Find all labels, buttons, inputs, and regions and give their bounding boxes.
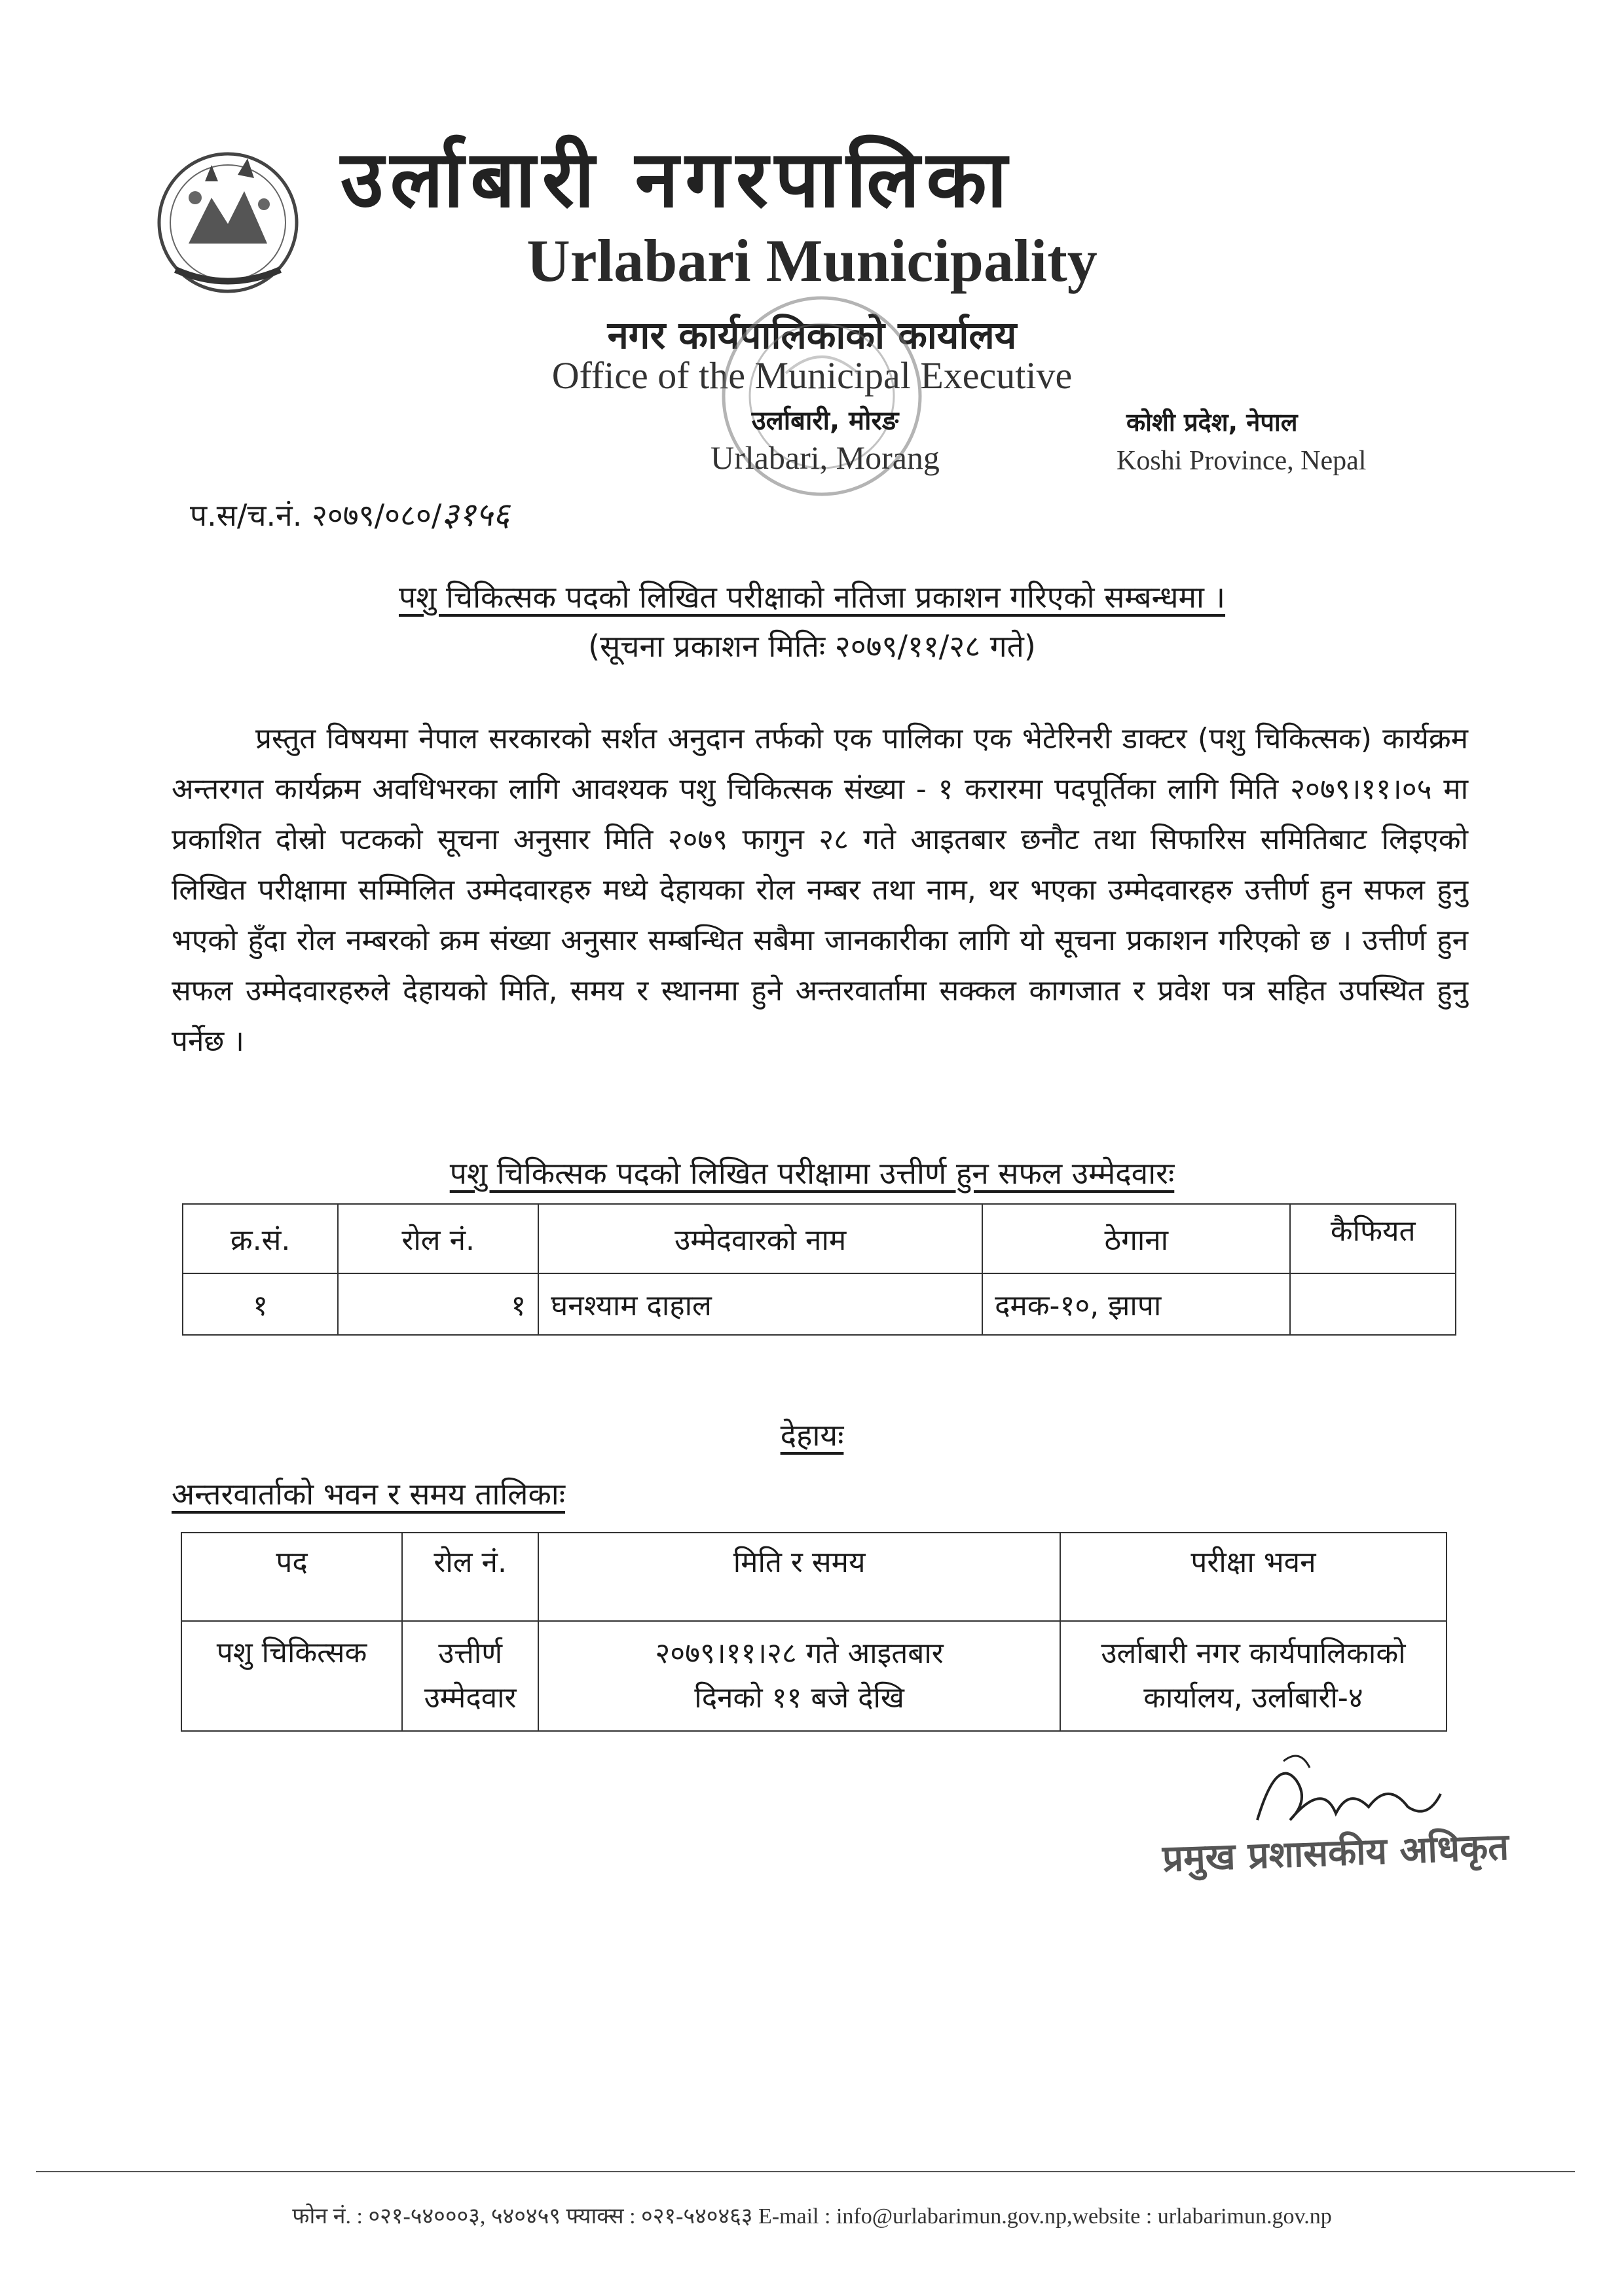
results-table-title <box>0 1152 1624 1193</box>
municipality-title-np: उर्लाबारी नगरपालिका <box>341 134 1014 225</box>
col-post: पद <box>181 1533 402 1621</box>
table-row <box>181 1621 1447 1731</box>
results-table-title-text: पशु चिकित्सक पदको लिखित परीक्षामा उत्तीर्ण हुन सफल उम्मेदवारः <box>449 1156 1175 1191</box>
reference-handwritten: ३१५६ <box>441 496 510 534</box>
col-datetime: मिति र समय <box>538 1533 1060 1621</box>
publication-date: (सूचना प्रकाशन मितिः २०७९/११/२८ गते) <box>588 629 1036 664</box>
office-title-en: Office of the Municipal Executive <box>551 354 1073 397</box>
cell-venue-line2: कार्यालय, उर्लाबारी-४ <box>1143 1681 1363 1715</box>
cell-roll-line2: उम्मेदवार <box>424 1681 517 1715</box>
cell-datetime-line2: दिनको ११ बजे देखि <box>694 1681 904 1715</box>
interview-table-title-text: अन्तरवार्ताको भवन र समय तालिकाः <box>172 1476 566 1512</box>
results-table <box>182 1203 1456 1336</box>
col-roll: रोल नं. <box>402 1533 538 1621</box>
notice-subject-text: पशु चिकित्सक पदको लिखित परीक्षाको नतिजा प्रकाशन गरिएको सम्बन्धमा । <box>398 579 1226 615</box>
cell-roll <box>402 1621 538 1731</box>
cell-venue-line1: उर्लाबारी नगर कार्यपालिकाको <box>1101 1637 1406 1670</box>
signatory-title: प्रमुख प्रशासकीय अधिकृत <box>1162 1825 1510 1881</box>
footer-divider <box>36 2171 1575 2172</box>
cell-roll: १ <box>338 1273 538 1335</box>
cell-datetime <box>538 1621 1060 1731</box>
col-roll: रोल नं. <box>338 1204 538 1273</box>
notice-body: प्रस्तुत विषयमा नेपाल सरकारको सर्शत अनुदान तर्फको एक पालिका एक भेटेरिनरी डाक्टर (पशु चिकित्सक) कार्यक्रम अन्तरगत कार्यक्रम अवधिभरका लागि आवश्यक पशु चिकित्सक संख्या - १ करारमा पदपूर्तिका लागि मिति २०७९।११।०५ मा प्रकाशित दोस्रो पटकको सूचना अनुसार मिति २०७९ फागुन २८ गते आइतबार छनौट तथा सिफारिस समितिबाट लिइएको लिखित परीक्षामा सम्मिलित उम्मेदवारहरु मध्ये देहायका रोल नम्बर तथा नाम, थर भएका उम्मेदवारहरु उत्तीर्ण हुन सफल हुनु भएको हुँदा रोल नम्बरको क्रम संख्या अनुसार सम्बन्धित सबैमा जानकारीका लागि यो सूचना प्रकाशन गरिएको छ । उत्तीर्ण हुन सफल उम्मेदवारहरुले देहायको मिति, समय र स्थानमा हुने अन्तरवार्तामा सक्कल कागजात र प्रवेश पत्र सहित उपस्थित हुनु पर्नेछ । <box>172 722 1468 1058</box>
notice-subject <box>0 576 1624 617</box>
col-remarks: कैफियत <box>1290 1204 1456 1273</box>
office-title-np: नगर कार्यपालिकाको कार्यालय <box>607 313 1017 357</box>
cell-remarks <box>1290 1273 1456 1335</box>
cell-post: पशु चिकित्सक <box>181 1621 402 1731</box>
cell-sn: १ <box>183 1273 338 1335</box>
address-np: उर्लाबारी, मोरङ <box>751 406 899 436</box>
interview-table-header <box>181 1533 1447 1621</box>
table-row <box>183 1273 1456 1335</box>
municipality-title-en: Urlabari Municipality <box>526 227 1098 294</box>
province-en: Koshi Province, Nepal <box>1116 446 1367 476</box>
interview-table-title <box>172 1473 565 1514</box>
cell-venue <box>1060 1621 1447 1731</box>
dehay-heading <box>0 1414 1624 1455</box>
col-venue: परीक्षा भवन <box>1060 1533 1447 1621</box>
reference-label: प.स/च.नं. २०७९/०८०/ <box>190 498 442 533</box>
address-en: Urlabari, Morang <box>710 439 940 476</box>
cell-datetime-line1: २०७९।११।२८ गते आइतबार <box>655 1637 944 1670</box>
cell-name: घनश्याम दाहाल <box>538 1273 982 1335</box>
interview-table <box>181 1532 1447 1732</box>
footer-contact: फोन नं. : ०२१-५४०००३, ५४०४५९ फ्याक्स : ०२१-५४०४६३ E-mail : info@urlabarimun.gov.np,website : urlabarimun.gov.np <box>292 2204 1332 2229</box>
col-name: उम्मेदवारको नाम <box>538 1204 982 1273</box>
cell-roll-line1: उत्तीर्ण <box>438 1637 503 1670</box>
results-table-header <box>183 1204 1456 1273</box>
cell-address: दमक-१०, झापा <box>982 1273 1290 1335</box>
col-address: ठेगाना <box>982 1204 1290 1273</box>
province-np: कोशी प्रदेश, नेपाल <box>1126 408 1298 437</box>
dehay-text: देहायः <box>780 1417 844 1453</box>
reference-number <box>190 491 509 536</box>
col-sn: क्र.सं. <box>183 1204 338 1273</box>
